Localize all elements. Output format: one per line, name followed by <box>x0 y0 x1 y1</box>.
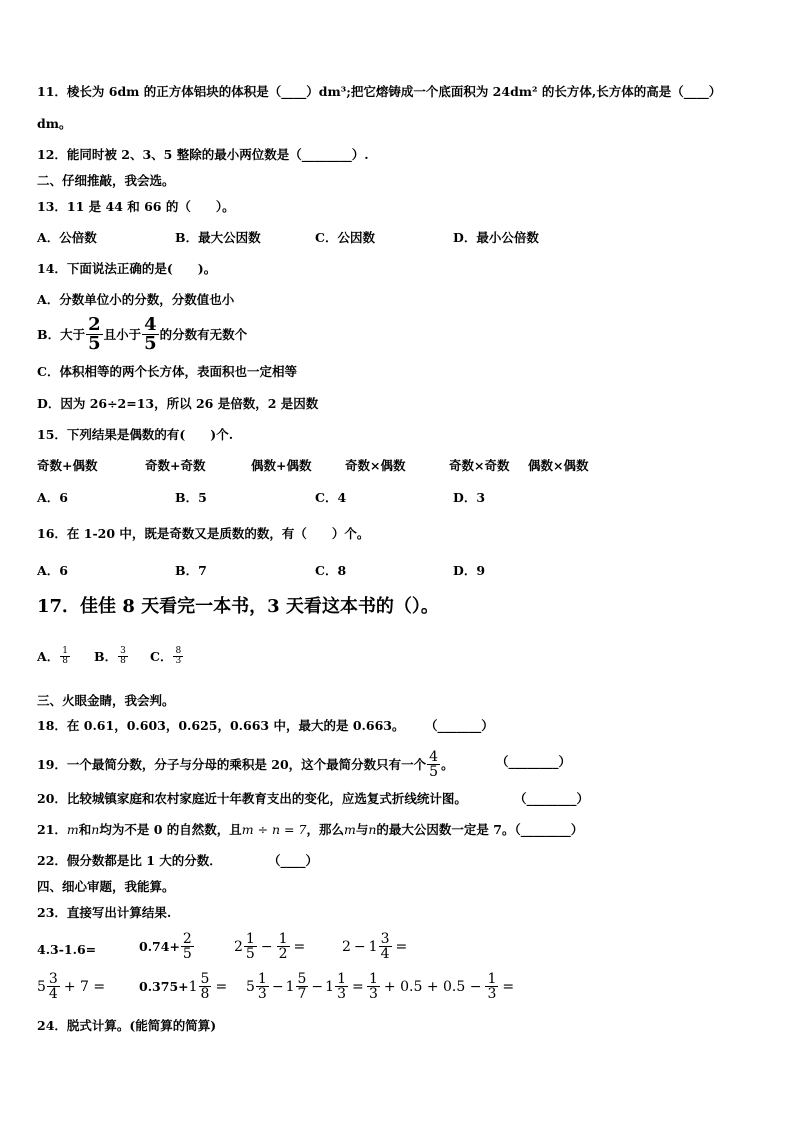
question-21 <box>37 822 583 838</box>
calc-8-equals: = <box>502 978 515 995</box>
calc-4-number: 2 <box>342 938 351 955</box>
calc-3-equals: = <box>293 938 306 955</box>
q17-option-b[interactable] <box>94 647 129 666</box>
question-17: 17．佳佳 8 天看完一本书，3 天看这本书的（）。 <box>37 596 439 617</box>
q14-option-b[interactable] <box>37 316 247 353</box>
question-14: 14．下面说法正确的是( )。 <box>37 261 217 276</box>
calc-4-equals: = <box>395 938 408 955</box>
q14-option-d[interactable]: D．因为 26÷2=13，所以 26 是倍数，2 是因数 <box>37 396 319 411</box>
question-16: 16．在 1-20 中，既是奇数又是质数的数，有（ ）个。 <box>37 526 370 541</box>
fraction-3-8: $\frac{3}{8}$ <box>120 646 126 666</box>
q17-option-c[interactable] <box>150 647 184 666</box>
q22-answer-blank[interactable]: （____） <box>268 853 319 868</box>
q16-option-d[interactable]: D．9 <box>453 563 486 578</box>
q19-text: 19．一个最简分数，分子与分母的乘积是 20，这个最简分数只有一个 <box>37 756 427 772</box>
q15-option-c[interactable]: C．4 <box>315 490 347 505</box>
calc-4 <box>342 932 407 961</box>
q13-option-d[interactable]: D．最小公倍数 <box>453 230 539 245</box>
calc-5-rest: + 7 = <box>63 978 106 995</box>
q15-expr-3: 偶数+偶数 <box>251 458 312 473</box>
calc-6-fraction: $\frac{5}{8}$ <box>200 971 210 1002</box>
q21-and: 和 <box>78 822 92 837</box>
calc-3-whole: 2 <box>234 938 243 955</box>
q15-expr-6: 偶数×偶数 <box>528 458 589 473</box>
calc-7-whole-1: 5 <box>246 978 255 995</box>
q18-answer-blank[interactable]: （_______） <box>425 718 494 733</box>
q16-option-b[interactable]: B．7 <box>175 563 207 578</box>
calc-7-minus-1: − <box>271 978 284 995</box>
q14-b-prefix: B．大于 <box>37 326 86 342</box>
question-12: 12．能同时被 2、3、5 整除的最小两位数是（________）. <box>37 147 369 162</box>
section-4-heading: 四、细心审题，我能算。 <box>37 879 175 894</box>
q15-expr-5: 奇数×奇数 <box>449 458 510 473</box>
q21-with: 与 <box>355 822 369 837</box>
calc-7-fraction-1: $\frac{1}{3}$ <box>257 971 267 1002</box>
calc-7-whole-2: 1 <box>285 978 295 995</box>
calc-5 <box>37 972 105 1001</box>
calc-6 <box>139 972 227 1001</box>
calc-7-fraction-2: $\frac{5}{7}$ <box>297 971 307 1002</box>
q17-a-label: A． <box>37 648 60 664</box>
calc-7-equals: = <box>352 978 364 995</box>
q17-option-a[interactable] <box>37 647 71 666</box>
q21-number: 21． <box>37 822 67 837</box>
calc-7 <box>246 972 364 1001</box>
calc-7-fraction-3: $\frac{1}{3}$ <box>337 971 346 1002</box>
section-2-heading: 二、仔细推敲，我会选。 <box>37 173 175 188</box>
question-18: 18．在 0.61，0.603，0.625，0.663 中，最大的是 0.663。 <box>37 718 405 733</box>
calc-7-minus-2: − <box>311 978 324 995</box>
q19-answer-blank[interactable]: （________） <box>496 754 572 769</box>
section-3-heading: 三、火眼金睛，我会判。 <box>37 693 175 708</box>
q13-option-c[interactable]: C．公因数 <box>315 230 375 245</box>
question-19 <box>37 750 454 779</box>
calc-4-whole: 1 <box>368 938 378 955</box>
calc-8-middle: + 0.5 + 0.5 − <box>383 978 482 995</box>
question-20: 20．比较城镇家庭和农村家庭近十年教育支出的变化，应选复式折线统计图。 <box>37 791 467 806</box>
calc-8 <box>366 972 514 1001</box>
q17-c-label: C． <box>150 648 173 664</box>
q19-period: 。 <box>441 756 454 772</box>
calc-2-fraction: $\frac{2}{5}$ <box>182 931 192 962</box>
var-n-2: n <box>368 822 377 837</box>
q15-option-d[interactable]: D．3 <box>453 490 486 505</box>
question-22: 22．假分数都是比 1 大的分数． <box>37 853 222 868</box>
question-24: 24．脱式计算。(能简算的简算) <box>37 1018 217 1033</box>
calc-3-minus: − <box>260 938 273 955</box>
var-m: m <box>66 822 79 837</box>
q20-answer-blank[interactable]: （________） <box>514 791 590 806</box>
calc-6-whole: 1 <box>188 978 198 995</box>
question-23: 23．直接写出计算结果. <box>37 905 172 920</box>
q14-option-a[interactable]: A．分数单位小的分数，分数值也小 <box>37 292 235 307</box>
q15-expr-2: 奇数+奇数 <box>145 458 206 473</box>
calc-8-fraction-2: $\frac{1}{3}$ <box>487 971 497 1002</box>
calc-2-prefix: 0.74+ <box>139 939 180 954</box>
question-11-continued: dm。 <box>37 116 72 131</box>
calc-6-equals: = <box>215 978 228 995</box>
calc-7-whole-3: 1 <box>325 978 335 995</box>
q15-expr-4: 奇数×偶数 <box>345 458 406 473</box>
q16-option-c[interactable]: C．8 <box>315 563 347 578</box>
fraction-1-8: $\frac{1}{8}$ <box>62 646 68 666</box>
question-13: 13．11 是 44 和 66 的（ ）。 <box>37 199 235 214</box>
q15-expr-1: 奇数+偶数 <box>37 458 98 473</box>
fraction-4-5: $\frac{4}{5}$ <box>144 314 157 354</box>
calc-2 <box>139 932 195 961</box>
q21-answer-blank[interactable]: （________） <box>514 822 584 837</box>
q13-option-b[interactable]: B．最大公因数 <box>175 230 261 245</box>
calc-1: 4.3-1.6= <box>37 942 97 957</box>
calc-4-minus: − <box>353 938 366 955</box>
fraction-4-5-q19: $\frac{4}{5}$ <box>429 749 439 780</box>
q21-then: ，那么 <box>306 822 344 837</box>
var-m-2: m <box>343 822 356 837</box>
question-15: 15．下列结果是偶数的有( )个. <box>37 427 234 442</box>
calc-5-whole: 5 <box>37 978 46 995</box>
calc-4-fraction: $\frac{3}{4}$ <box>380 931 390 962</box>
q15-option-b[interactable]: B．5 <box>175 490 207 505</box>
q21-equation: m ÷ n = 7 <box>241 822 307 837</box>
calc-6-prefix: 0.375+ <box>139 979 189 994</box>
calc-5-fraction: $\frac{3}{4}$ <box>48 971 58 1002</box>
q17-b-label: B． <box>94 648 118 664</box>
q21-conclusion: 的最大公因数一定是 7。 <box>376 822 515 837</box>
var-n: n <box>91 822 100 837</box>
q14-b-suffix: 的分数有无数个 <box>159 326 248 342</box>
q15-option-a[interactable]: A．6 <box>37 490 68 505</box>
question-11: 11．棱长为 6dm 的正方体铝块的体积是（____）dm³;把它熔铸成一个底面积为 24dm² 的长方体,长方体的高是（____） <box>37 84 722 99</box>
q14-option-c[interactable]: C．体积相等的两个长方体，表面积也一定相等 <box>37 364 297 379</box>
q16-option-a[interactable]: A．6 <box>37 563 68 578</box>
fraction-8-3: $\frac{8}{3}$ <box>175 646 182 666</box>
q21-condition: 均为不是 0 的自然数，且 <box>99 822 242 837</box>
fraction-2-5: $\frac{2}{5}$ <box>88 314 101 354</box>
calc-3 <box>234 932 305 961</box>
q14-b-middle: 且小于 <box>103 326 142 342</box>
calc-3-fraction-1: $\frac{1}{5}$ <box>245 931 255 962</box>
calc-8-fraction-1: $\frac{1}{3}$ <box>369 971 378 1002</box>
q13-option-a[interactable]: A．公倍数 <box>37 230 97 245</box>
calc-3-fraction-2: $\frac{1}{2}$ <box>278 931 288 962</box>
